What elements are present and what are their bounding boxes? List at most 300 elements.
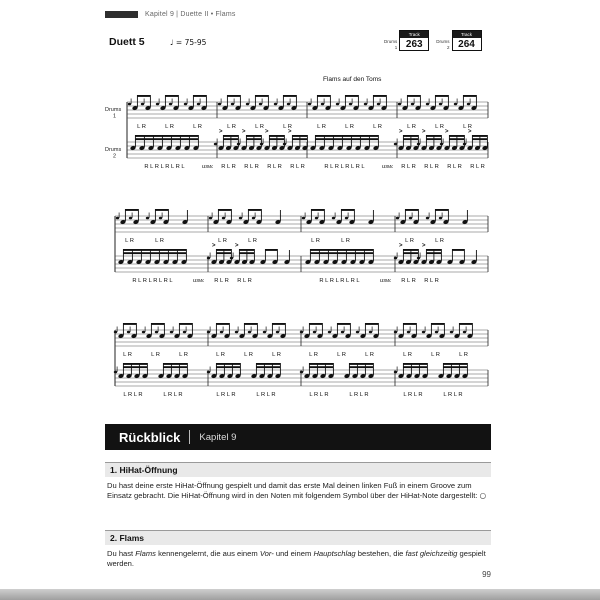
note-group xyxy=(237,129,262,170)
grace-note xyxy=(407,331,410,334)
sticking-label: R L R xyxy=(267,164,282,170)
beam xyxy=(246,138,261,140)
note-group xyxy=(394,243,419,284)
beam xyxy=(239,252,254,254)
note-group xyxy=(462,210,468,225)
note-group xyxy=(426,95,449,130)
beam xyxy=(403,323,416,325)
grace-note xyxy=(207,371,210,374)
sticking-label: L R L R xyxy=(443,392,463,398)
grace-note xyxy=(260,143,263,146)
beam xyxy=(449,135,464,137)
grace-note xyxy=(377,103,380,106)
beam xyxy=(216,252,231,254)
grace-note xyxy=(259,103,262,106)
section-heading: 2. Flams xyxy=(105,530,491,545)
notation-system-3 xyxy=(105,316,491,412)
sticking-label: L R xyxy=(244,352,253,358)
grace-note xyxy=(114,371,117,374)
note-group xyxy=(364,95,387,130)
beam xyxy=(255,95,268,97)
grace-note xyxy=(439,217,442,220)
sticking-label: L R xyxy=(463,124,472,130)
grace-note xyxy=(128,103,131,106)
note-group xyxy=(394,363,428,398)
beam xyxy=(459,323,472,325)
beam xyxy=(403,249,418,251)
sticking-label: L R xyxy=(317,124,326,130)
beam xyxy=(123,323,136,325)
beam xyxy=(341,209,354,211)
grace-note xyxy=(422,331,425,334)
beam xyxy=(435,209,448,211)
note-group xyxy=(260,249,278,265)
staff xyxy=(114,363,488,398)
note-group xyxy=(336,95,359,130)
track-number-box xyxy=(452,30,482,51)
beam xyxy=(123,363,147,365)
note-group xyxy=(114,363,148,398)
beam xyxy=(193,95,206,97)
grace-note xyxy=(308,103,311,106)
grace-note xyxy=(426,217,429,220)
beam xyxy=(403,138,418,140)
note-group xyxy=(116,209,139,244)
grace-note xyxy=(156,103,159,106)
grace-note xyxy=(398,103,401,106)
sticking-label: L R xyxy=(155,238,164,244)
note-group xyxy=(447,249,465,265)
grace-note xyxy=(409,217,412,220)
grace-note xyxy=(287,103,290,106)
note-group xyxy=(471,250,477,265)
sticking-label: L R L R xyxy=(349,392,369,398)
sticking-label: L R xyxy=(309,352,318,358)
beam xyxy=(165,95,178,97)
track-number: 264 xyxy=(458,39,475,50)
grace-note xyxy=(328,331,331,334)
banner-divider xyxy=(189,430,190,444)
sticking-label: R L R L R L R L xyxy=(324,164,365,170)
note-group xyxy=(302,209,325,244)
beam xyxy=(310,252,373,254)
note-group xyxy=(184,95,207,130)
sticking-label: R L R xyxy=(424,278,439,284)
notation-system-2 xyxy=(105,202,491,298)
grace-note xyxy=(321,103,324,106)
badge-instrument-label xyxy=(436,39,449,51)
note-group xyxy=(130,135,199,170)
beam xyxy=(151,323,164,325)
note-group xyxy=(275,210,281,225)
grace-note xyxy=(214,143,217,146)
grace-note xyxy=(283,143,286,146)
grace-note xyxy=(369,331,372,334)
section-hihat-oeffnung xyxy=(105,462,491,501)
page-number: 99 xyxy=(482,570,491,579)
grace-note xyxy=(274,103,277,106)
chapter-breadcrumb: Kapitel 9 | Duette II • Flams xyxy=(145,11,236,18)
staff xyxy=(115,243,488,284)
beam xyxy=(472,138,487,140)
beam xyxy=(431,323,444,325)
beam xyxy=(218,209,231,211)
note-group xyxy=(207,363,241,398)
accent-mark: > xyxy=(422,243,426,249)
sticking-label: R L R xyxy=(470,164,485,170)
beam xyxy=(244,323,257,325)
beam xyxy=(435,95,448,97)
grace-note xyxy=(209,217,212,220)
beam xyxy=(337,323,350,325)
beam xyxy=(272,323,285,325)
grace-note xyxy=(169,103,172,106)
sticking-label: L R xyxy=(435,238,444,244)
note-group xyxy=(118,249,187,284)
sticking-label: L R L R xyxy=(123,392,143,398)
grace-note xyxy=(315,217,318,220)
accent-mark: > xyxy=(242,129,246,135)
beam xyxy=(309,323,322,325)
page-edge-shadow xyxy=(0,589,600,600)
beam xyxy=(269,135,284,137)
sticking-label: L R xyxy=(179,352,188,358)
beam xyxy=(135,135,198,137)
grace-note xyxy=(197,103,200,106)
beam xyxy=(426,138,441,140)
beam xyxy=(123,249,186,251)
badge-instrument: Drums xyxy=(436,39,450,44)
sticking-label: R L R xyxy=(424,164,439,170)
beam xyxy=(452,249,464,251)
note-group xyxy=(398,95,421,130)
sticking-label: L R xyxy=(193,124,202,130)
sticking-label: R L R L R L R L xyxy=(144,164,185,170)
grace-note xyxy=(411,103,414,106)
beam xyxy=(365,323,378,325)
note-group xyxy=(454,95,477,130)
beam xyxy=(405,209,418,211)
staff xyxy=(115,209,488,244)
grace-note xyxy=(220,331,223,334)
grace-note xyxy=(394,257,397,260)
note-group xyxy=(209,209,232,244)
note-group xyxy=(246,95,269,130)
grace-note xyxy=(252,217,255,220)
grace-note xyxy=(349,103,352,106)
grace-note xyxy=(426,103,429,106)
sticking-label: R L R xyxy=(401,164,416,170)
chapter-header xyxy=(105,11,236,18)
sticking-label: R L R xyxy=(290,164,305,170)
sticking-label: L R xyxy=(283,124,292,130)
score-annotation: Flams auf den Toms xyxy=(323,76,382,83)
grace-note xyxy=(341,331,344,334)
chapter-tab-mark xyxy=(105,11,138,18)
grace-note xyxy=(184,103,187,106)
sticking-label: L R xyxy=(341,238,350,244)
beam xyxy=(403,252,418,254)
beam xyxy=(265,249,277,251)
beam xyxy=(137,95,150,97)
grace-note xyxy=(300,331,303,334)
section-paragraph: Du hast deine erste HiHat-Öffnung gespielt und damit das erste Mal deinen linken Fuß in einem Groove zum Einsatz gebracht. Die HiHat-Öffnung wird in den Noten mit folgendem Symbol über der HiHat-Note dargestellt: ○ xyxy=(107,481,487,501)
beam xyxy=(310,249,373,251)
note-group xyxy=(368,210,374,225)
grace-note xyxy=(159,217,162,220)
grace-note xyxy=(222,217,225,220)
sticking-label: R L R xyxy=(221,164,236,170)
beam xyxy=(426,252,441,254)
accent-mark: > xyxy=(399,129,403,135)
grace-note xyxy=(276,331,279,334)
grace-note xyxy=(230,257,233,260)
note-group xyxy=(230,243,255,284)
note-group xyxy=(142,323,165,358)
sticking-label: R L R xyxy=(244,164,259,170)
beam xyxy=(292,138,307,140)
note-group xyxy=(310,135,379,170)
accent-mark: > xyxy=(235,243,239,249)
beam xyxy=(443,366,467,368)
note-group xyxy=(146,209,169,244)
accent-mark: > xyxy=(219,129,223,135)
sticking-label: R L R xyxy=(447,164,462,170)
beam xyxy=(246,135,261,137)
note-group xyxy=(328,323,351,358)
sticking-label: R L R L R L R L xyxy=(319,278,360,284)
sticking-label: L R xyxy=(165,124,174,130)
grace-note xyxy=(417,143,420,146)
badge-instrument-number: 2 xyxy=(446,44,450,50)
grace-note xyxy=(114,331,117,334)
staff xyxy=(114,323,488,358)
beam xyxy=(216,323,229,325)
beam xyxy=(179,323,192,325)
beam xyxy=(248,209,261,211)
beam xyxy=(256,366,280,368)
track-badges xyxy=(384,30,482,51)
grace-note xyxy=(239,217,242,220)
grace-note xyxy=(467,103,470,106)
note-group xyxy=(438,363,468,398)
beam xyxy=(216,249,231,251)
section-heading: 1. HiHat-Öffnung xyxy=(105,462,491,477)
notation-system-1 xyxy=(105,88,491,184)
beam xyxy=(216,363,240,365)
beam xyxy=(125,209,138,211)
note-group xyxy=(396,209,419,244)
staff-instrument-label: Drums xyxy=(105,147,122,153)
note-group xyxy=(417,129,442,170)
beam xyxy=(283,95,296,97)
sticking-label: L R xyxy=(405,238,414,244)
note-group xyxy=(426,209,449,244)
tempo-marking: ♩ = 75-95 xyxy=(170,38,207,47)
sticking-label: L R L R xyxy=(309,392,329,398)
sticking-label: L R xyxy=(337,352,346,358)
beam xyxy=(449,138,464,140)
grace-note xyxy=(116,217,119,220)
grace-note xyxy=(394,143,397,146)
note-group xyxy=(263,323,286,358)
grace-note xyxy=(237,143,240,146)
badge-instrument-label xyxy=(384,39,397,51)
grace-note xyxy=(207,257,210,260)
grace-note xyxy=(396,217,399,220)
etc-label: usw. xyxy=(193,278,205,284)
grace-note xyxy=(439,103,442,106)
note-group xyxy=(300,323,323,358)
track-number: 263 xyxy=(405,39,423,50)
grace-note xyxy=(246,103,249,106)
grace-note xyxy=(248,331,251,334)
accent-mark: > xyxy=(399,243,403,249)
beam xyxy=(223,138,238,140)
grace-note xyxy=(263,331,266,334)
sticking-label: L R xyxy=(137,124,146,130)
note-group xyxy=(114,323,137,358)
beam xyxy=(155,209,168,211)
accent-mark: > xyxy=(468,129,472,135)
sticking-label: R L R xyxy=(214,278,229,284)
sticking-label: L R xyxy=(151,352,160,358)
accent-mark: > xyxy=(265,129,269,135)
note-group xyxy=(332,209,355,244)
grace-note xyxy=(142,331,145,334)
sticking-label: L R xyxy=(311,238,320,244)
beam xyxy=(269,138,284,140)
grace-note xyxy=(183,331,186,334)
track-badge-drums-1 xyxy=(384,30,429,51)
sticking-label: L R L R xyxy=(256,392,276,398)
track-label: Track xyxy=(400,31,428,38)
grace-note xyxy=(435,331,438,334)
note-group xyxy=(417,243,442,284)
rueckblick-title: Rückblick xyxy=(119,429,181,445)
grace-note xyxy=(394,371,397,374)
grace-note xyxy=(356,331,359,334)
beam xyxy=(463,95,476,97)
grace-note xyxy=(129,217,132,220)
note-group xyxy=(356,323,379,358)
note-group xyxy=(158,363,188,398)
grace-note xyxy=(300,371,303,374)
staff-instrument-label: Drums xyxy=(105,107,122,113)
beam xyxy=(256,363,280,365)
sticking-label: L R xyxy=(373,124,382,130)
note-group xyxy=(260,129,285,170)
note-group xyxy=(170,323,193,358)
accent-mark: > xyxy=(212,243,216,249)
rueckblick-chapter: Kapitel 9 xyxy=(199,431,237,443)
grace-note xyxy=(463,331,466,334)
duett-title: Duett 5 xyxy=(109,36,145,48)
grace-note xyxy=(127,331,130,334)
beam xyxy=(315,138,378,140)
beam xyxy=(239,249,254,251)
note-group xyxy=(305,249,374,284)
note-group xyxy=(440,129,465,170)
beam xyxy=(426,135,441,137)
score xyxy=(105,70,491,420)
note-group xyxy=(235,323,258,358)
beam xyxy=(216,366,240,368)
track-badge-drums-2 xyxy=(436,30,481,51)
sticking-label: L R xyxy=(227,124,236,130)
sticking-label: L R xyxy=(407,124,416,130)
note-group xyxy=(239,209,262,244)
beam xyxy=(292,135,307,137)
grace-note xyxy=(394,331,397,334)
track-number-box xyxy=(399,30,429,51)
sticking-label: L R xyxy=(431,352,440,358)
note-group xyxy=(182,210,188,225)
beam xyxy=(403,366,427,368)
beam xyxy=(123,252,186,254)
grace-note xyxy=(170,331,173,334)
sticking-label: L R L R xyxy=(216,392,236,398)
sticking-label: R L R xyxy=(237,278,252,284)
etc-label: usw. xyxy=(380,278,392,284)
grace-note xyxy=(364,103,367,106)
note-group xyxy=(394,323,417,358)
beam xyxy=(309,363,333,365)
note-group xyxy=(344,363,374,398)
beam xyxy=(403,363,427,365)
badge-instrument-number: 1 xyxy=(394,44,398,50)
grace-note xyxy=(235,331,238,334)
note-group xyxy=(284,250,290,265)
staff-number: 1 xyxy=(113,113,117,120)
note-group xyxy=(214,129,239,170)
staff xyxy=(105,129,488,170)
beam xyxy=(223,135,238,137)
beam xyxy=(315,135,378,137)
sticking-label: L R xyxy=(345,124,354,130)
sticking-label: R L R L R L R L xyxy=(132,278,173,284)
note-group xyxy=(450,323,473,358)
grace-note xyxy=(450,331,453,334)
grace-note xyxy=(207,331,210,334)
sticking-label: L R xyxy=(248,238,257,244)
beam xyxy=(163,363,187,365)
staff xyxy=(105,95,488,130)
section-flams xyxy=(105,530,491,569)
note-group xyxy=(251,363,281,398)
section-paragraph: Du hast Flams kennengelernt, die aus einem Vor- und einem Hauptschlag bestehen, die fast gleichzeitig gespielt werden. xyxy=(107,549,486,569)
note-group xyxy=(274,95,297,130)
note-group xyxy=(308,95,331,130)
grace-note xyxy=(345,217,348,220)
grace-note xyxy=(155,331,158,334)
note-group xyxy=(128,95,151,130)
rueckblick-banner xyxy=(105,424,491,450)
grace-note xyxy=(146,217,149,220)
sticking-label: L R xyxy=(365,352,374,358)
grace-note xyxy=(463,143,466,146)
badge-instrument: Drums xyxy=(384,39,398,44)
grace-note xyxy=(454,103,457,106)
sticking-label: R L R xyxy=(401,278,416,284)
sticking-label: L R L R xyxy=(163,392,183,398)
beam xyxy=(317,95,330,97)
beam xyxy=(349,366,373,368)
note-group xyxy=(300,363,334,398)
grace-note xyxy=(231,103,234,106)
beam xyxy=(407,95,420,97)
accent-mark: > xyxy=(288,129,292,135)
